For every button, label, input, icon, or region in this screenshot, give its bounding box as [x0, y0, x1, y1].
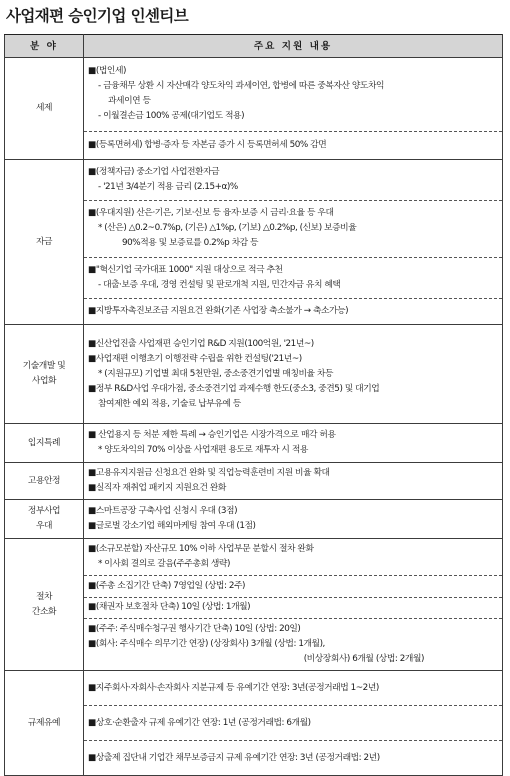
content-line: ■(주주: 주식매수청구권 행사기간 단축) 10일 (상법: 20일) — [88, 624, 301, 635]
content-block — [84, 575, 502, 597]
content-line: ■신산업진출 사업재편 승인기업 R&D 지원(100억원, '21년~) — [88, 338, 314, 349]
content-line: ■(정책자금) 중소기업 사업전환자금 — [88, 167, 220, 178]
page-title: 사업재편 승인기업 인센티브 — [6, 7, 189, 25]
content-line: ■(등록면허세) 합병·증자 등 자본금 증가 시 등록면허세 50% 감면 — [88, 139, 327, 150]
content-cell — [84, 58, 503, 160]
content-block — [84, 539, 502, 575]
content-block — [84, 671, 502, 705]
category-label: 자금 — [35, 236, 53, 247]
content-line: ■(채권자 보호절차 단축) 10일 (상법: 1개월) — [88, 602, 251, 613]
content-block — [84, 257, 502, 298]
content-cell — [84, 671, 503, 776]
content-line: ■사업재편 이행초기 이행전략 수립을 위한 컨설팅('21년~) — [88, 353, 302, 364]
content-line: ■상출제 집단내 기업간 채무보증금지 규제 유예기간 연장: 3년 (공정거래법: 2년) — [88, 752, 380, 763]
content-line: ■ 산업용지 등 처분 제한 특례 → 승인기업은 시장가격으로 매각 허용 — [88, 430, 336, 440]
content-block — [84, 424, 502, 462]
content-line: ■실직자 재취업 패키지 지원요건 완화 — [88, 483, 226, 493]
content-line: ■글로벌 강소기업 해외마케팅 참여 우대 (1점) — [88, 521, 256, 531]
content-line: * (산은) △0.2~0.7%p, (기은) △1%p, (기보) △0.2%p, (신보) 보증비율 — [98, 223, 357, 234]
content-cell — [84, 500, 503, 539]
content-cell — [84, 325, 503, 424]
content-line: (비상장회사) 6개월 (상법: 2개월) — [303, 654, 424, 665]
content-cell — [84, 424, 503, 463]
content-cell — [84, 539, 503, 671]
content-line: ■(소규모분할) 자산규모 10% 이하 사업부문 분할시 절차 완화 — [88, 543, 314, 554]
content-line: - 이월결손금 100% 공제(대기업도 적용) — [98, 111, 245, 122]
table-row — [5, 539, 503, 671]
content-line: - 대출·보증 우대, 경영 컨설팅 및 판로개척 지원, 민간자금 유치 혜택 — [98, 279, 341, 290]
table-row — [5, 424, 503, 463]
table-row — [5, 500, 503, 539]
category-label: 세제 — [35, 103, 53, 113]
content-block — [84, 325, 502, 423]
content-line: ■지주회사·자회사·손자회사 지분규제 등 유예기간 연장: 3년(공정거래법 1~2년) — [88, 682, 379, 693]
header-content: 주요 지원 내용 — [84, 35, 503, 58]
content-block — [84, 500, 502, 538]
table-row — [5, 58, 503, 160]
content-line: * (지원규모) 기업별 최대 5천만원, 중소중견기업별 매칭비율 차등 — [98, 368, 334, 379]
category-cell — [5, 671, 84, 776]
incentive-table — [4, 34, 503, 776]
category-cell — [5, 500, 84, 539]
content-line: - 금융채무 상환 시 자산매각 양도차익 과세이연, 합병에 따른 중복자산 양도차익 — [98, 81, 385, 92]
category-label: 사업화 — [31, 376, 57, 386]
content-block — [84, 618, 502, 670]
content-block — [84, 160, 502, 200]
content-line: * 양도차익의 70% 이상을 사업재편 용도로 재투자 시 적용 — [98, 445, 308, 455]
content-line: ■(법인세) — [88, 66, 126, 77]
content-line: 90%적용 및 보증료를 0.2%p 차감 등 — [122, 238, 259, 249]
content-line: ■지방투자촉진보조금 지원요건 완화(기존 사업장 축소불가 → 축소가능) — [88, 305, 349, 316]
category-label: 규제유예 — [27, 717, 61, 728]
content-line: ■(회사: 주식매수 의무기간 연장) (상장회사) 3개월 (상법: 1개월), — [88, 639, 325, 650]
content-block — [84, 58, 502, 131]
header-category: 분 야 — [5, 35, 84, 58]
content-cell — [84, 160, 503, 325]
content-line: ■(주총 소집기간 단축) 7영업일 (상법: 2주) — [88, 580, 245, 591]
category-cell — [5, 325, 84, 424]
category-label: 절차 — [35, 591, 53, 602]
table-row — [5, 671, 503, 776]
content-line: ■고용유지지원금 신청요건 완화 및 직업능력훈련비 지원 비율 확대 — [88, 468, 330, 478]
content-block — [84, 200, 502, 256]
content-line: - '21년 3/4분기 적용 금리 (2.15+α)% — [98, 182, 238, 193]
content-line: ■"혁신기업 국가대표 1000" 지원 대상으로 적극 추천 — [88, 264, 283, 275]
category-cell — [5, 539, 84, 671]
category-label: 우대 — [35, 521, 53, 531]
content-block — [84, 705, 502, 740]
table-row — [5, 160, 503, 325]
content-line: * 이사회 결의로 갈음(주주총회 생략) — [98, 558, 230, 569]
content-line: 과세이연 등 — [108, 96, 151, 107]
category-label: 입지특례 — [27, 437, 61, 448]
category-label: 정부사업 — [27, 506, 61, 516]
category-cell — [5, 58, 84, 160]
content-cell — [84, 463, 503, 500]
content-block — [84, 463, 502, 499]
content-line: ■(우대지원) 산은·기은, 기보·신보 등 융자·보증 시 금리·요율 등 우대 — [88, 208, 334, 219]
content-line: 참여제한 예외 적용, 기술료 납부유예 등 — [98, 398, 241, 409]
content-line: ■상호·순환출자 규제 유예기간 연장: 1년 (공정거래법: 6개월) — [88, 717, 311, 728]
category-label: 간소화 — [31, 606, 57, 617]
category-cell — [5, 424, 84, 463]
content-block — [84, 740, 502, 775]
category-cell — [5, 463, 84, 500]
category-cell — [5, 160, 84, 325]
table-row — [5, 463, 503, 500]
table-header-row — [5, 35, 503, 58]
category-label: 기술개발 및 — [22, 361, 66, 371]
content-block — [84, 597, 502, 619]
content-line: ■정부 R&D사업 우대가점, 중소중견기업 과제수행 한도(중소3, 중견5) 및 대기업 — [88, 383, 380, 394]
category-label: 고용안정 — [27, 475, 61, 486]
table-row — [5, 325, 503, 424]
content-line: ■스마트공장 구축사업 신청시 우대 (3점) — [88, 506, 238, 516]
content-block — [84, 298, 502, 324]
content-block — [84, 131, 502, 160]
